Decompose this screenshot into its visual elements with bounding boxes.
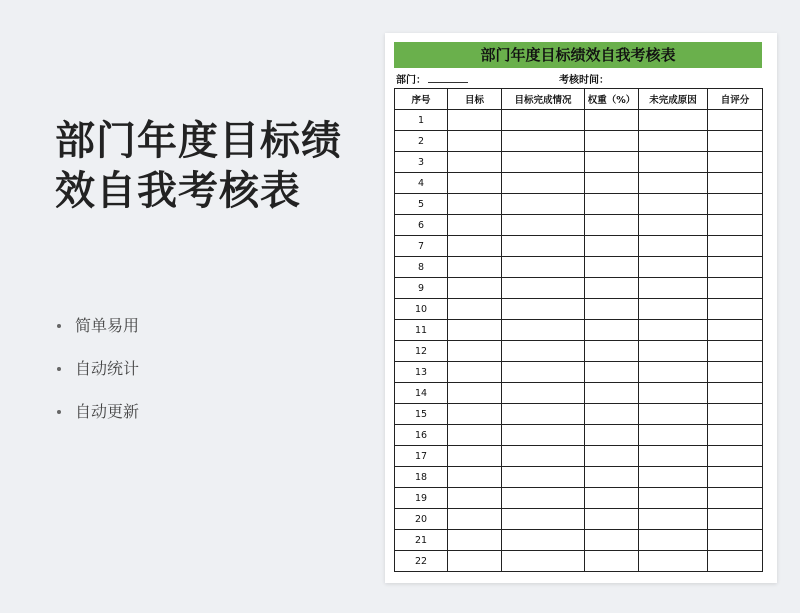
table-row — [395, 362, 763, 383]
table-cell[interactable] — [708, 299, 763, 320]
table-cell[interactable] — [502, 320, 585, 341]
bullet-icon — [57, 324, 61, 328]
table-cell[interactable] — [585, 383, 639, 404]
review-time-field — [559, 71, 609, 86]
table-cell[interactable] — [639, 152, 708, 173]
table-cell[interactable] — [448, 299, 502, 320]
table-cell[interactable] — [585, 509, 639, 530]
table-cell[interactable] — [448, 215, 502, 236]
row-number: 18 — [395, 467, 448, 488]
table-cell[interactable] — [639, 257, 708, 278]
table-cell[interactable] — [502, 110, 585, 131]
review-time-label: 考核时间： — [559, 75, 609, 86]
assessment-table — [394, 88, 763, 572]
table-cell[interactable] — [585, 467, 639, 488]
table-cell[interactable] — [708, 467, 763, 488]
table-cell[interactable] — [639, 467, 708, 488]
column-header: 未完成原因 — [639, 89, 708, 110]
table-cell[interactable] — [585, 425, 639, 446]
table-cell[interactable] — [708, 530, 763, 551]
table-header-row — [395, 89, 763, 110]
table-cell[interactable] — [708, 425, 763, 446]
table-row — [395, 110, 763, 131]
table-cell[interactable] — [448, 194, 502, 215]
table-cell[interactable] — [585, 194, 639, 215]
row-number: 20 — [395, 509, 448, 530]
table-cell[interactable] — [502, 215, 585, 236]
table-row — [395, 299, 763, 320]
table-row — [395, 530, 763, 551]
table-cell[interactable] — [448, 488, 502, 509]
table-cell[interactable] — [639, 278, 708, 299]
table-cell[interactable] — [448, 341, 502, 362]
table-cell[interactable] — [639, 110, 708, 131]
table-row — [395, 131, 763, 152]
table-row — [395, 215, 763, 236]
feature-item — [57, 398, 139, 441]
table-row — [395, 467, 763, 488]
table-row — [395, 425, 763, 446]
table-cell[interactable] — [502, 257, 585, 278]
table-cell[interactable] — [708, 236, 763, 257]
table-cell[interactable] — [585, 131, 639, 152]
table-cell[interactable] — [585, 530, 639, 551]
table-row — [395, 194, 763, 215]
table-row — [395, 383, 763, 404]
table-cell[interactable] — [585, 404, 639, 425]
row-number: 17 — [395, 446, 448, 467]
table-cell[interactable] — [585, 257, 639, 278]
table-cell[interactable] — [502, 194, 585, 215]
table-cell[interactable] — [639, 341, 708, 362]
table-cell[interactable] — [708, 320, 763, 341]
table-cell[interactable] — [639, 404, 708, 425]
table-cell[interactable] — [708, 488, 763, 509]
row-number: 15 — [395, 404, 448, 425]
table-cell[interactable] — [708, 341, 763, 362]
table-cell[interactable] — [502, 299, 585, 320]
table-cell[interactable] — [502, 383, 585, 404]
table-cell[interactable] — [448, 425, 502, 446]
feature-list — [57, 312, 139, 441]
table-cell[interactable] — [448, 257, 502, 278]
table-cell[interactable] — [585, 215, 639, 236]
table-cell[interactable] — [639, 215, 708, 236]
table-cell[interactable] — [639, 488, 708, 509]
table-row — [395, 320, 763, 341]
table-cell[interactable] — [585, 551, 639, 572]
department-field — [396, 71, 468, 86]
table-cell[interactable] — [708, 131, 763, 152]
bullet-icon — [57, 367, 61, 371]
table-row — [395, 509, 763, 530]
table-cell[interactable] — [585, 341, 639, 362]
table-cell[interactable] — [639, 530, 708, 551]
table-cell[interactable] — [502, 509, 585, 530]
table-cell[interactable] — [448, 446, 502, 467]
table-cell[interactable] — [448, 404, 502, 425]
table-cell[interactable] — [502, 488, 585, 509]
row-number: 22 — [395, 551, 448, 572]
table-cell[interactable] — [708, 257, 763, 278]
row-number: 8 — [395, 257, 448, 278]
table-cell[interactable] — [502, 404, 585, 425]
table-cell[interactable] — [639, 383, 708, 404]
table-cell[interactable] — [448, 236, 502, 257]
table-row — [395, 278, 763, 299]
table-cell[interactable] — [708, 551, 763, 572]
row-number: 7 — [395, 236, 448, 257]
table-cell[interactable] — [708, 446, 763, 467]
table-cell[interactable] — [502, 425, 585, 446]
row-number: 6 — [395, 215, 448, 236]
table-cell[interactable] — [708, 278, 763, 299]
sheet-title: 部门年度目标绩效自我考核表 — [394, 42, 762, 68]
feature-item — [57, 312, 139, 355]
spreadsheet-preview — [385, 33, 777, 583]
column-header: 目标 — [448, 89, 502, 110]
table-cell[interactable] — [708, 194, 763, 215]
column-header: 自评分 — [708, 89, 763, 110]
table-cell[interactable] — [448, 110, 502, 131]
table-cell[interactable] — [585, 362, 639, 383]
table-row — [395, 341, 763, 362]
table-cell[interactable] — [502, 236, 585, 257]
bullet-icon — [57, 410, 61, 414]
table-row — [395, 551, 763, 572]
row-number: 2 — [395, 131, 448, 152]
table-cell[interactable] — [502, 278, 585, 299]
row-number: 3 — [395, 152, 448, 173]
table-cell[interactable] — [708, 173, 763, 194]
column-header: 目标完成情况 — [502, 89, 585, 110]
row-number: 4 — [395, 173, 448, 194]
table-cell[interactable] — [502, 446, 585, 467]
feature-label: 自动更新 — [75, 402, 140, 421]
column-header: 权重（%） — [585, 89, 639, 110]
table-cell[interactable] — [585, 110, 639, 131]
table-cell[interactable] — [639, 131, 708, 152]
feature-item — [57, 355, 139, 398]
table-cell[interactable] — [708, 152, 763, 173]
row-number: 19 — [395, 488, 448, 509]
table-row — [395, 257, 763, 278]
table-cell[interactable] — [585, 446, 639, 467]
table-cell[interactable] — [585, 236, 639, 257]
table-cell[interactable] — [502, 341, 585, 362]
table-cell[interactable] — [448, 530, 502, 551]
table-cell[interactable] — [639, 446, 708, 467]
row-number: 12 — [395, 341, 448, 362]
row-number: 14 — [395, 383, 448, 404]
table-cell[interactable] — [708, 110, 763, 131]
table-cell[interactable] — [448, 383, 502, 404]
table-cell[interactable] — [585, 278, 639, 299]
table-cell[interactable] — [502, 551, 585, 572]
table-cell[interactable] — [448, 509, 502, 530]
table-cell[interactable] — [585, 299, 639, 320]
hero-title: 部门年度目标绩效自我考核表 — [55, 118, 342, 214]
table-cell[interactable] — [639, 320, 708, 341]
table-cell[interactable] — [585, 320, 639, 341]
table-cell[interactable] — [502, 467, 585, 488]
table-row — [395, 236, 763, 257]
table-cell[interactable] — [708, 404, 763, 425]
table-cell[interactable] — [502, 362, 585, 383]
row-number: 21 — [395, 530, 448, 551]
table-cell[interactable] — [639, 509, 708, 530]
table-cell[interactable] — [639, 551, 708, 572]
row-number: 11 — [395, 320, 448, 341]
table-cell[interactable] — [585, 152, 639, 173]
table-cell[interactable] — [639, 194, 708, 215]
feature-label: 简单易用 — [75, 316, 140, 335]
table-cell[interactable] — [448, 320, 502, 341]
table-cell[interactable] — [639, 362, 708, 383]
department-blank — [428, 73, 468, 83]
table-row — [395, 404, 763, 425]
table-row — [395, 446, 763, 467]
table-cell[interactable] — [502, 131, 585, 152]
table-cell[interactable] — [639, 173, 708, 194]
table-row — [395, 488, 763, 509]
table-cell[interactable] — [448, 278, 502, 299]
row-number: 5 — [395, 194, 448, 215]
table-cell[interactable] — [708, 362, 763, 383]
table-cell[interactable] — [585, 173, 639, 194]
table-cell[interactable] — [708, 509, 763, 530]
row-number: 13 — [395, 362, 448, 383]
row-number: 10 — [395, 299, 448, 320]
column-header: 序号 — [395, 89, 448, 110]
department-label: 部门： — [396, 75, 426, 86]
table-cell[interactable] — [448, 551, 502, 572]
table-cell[interactable] — [448, 131, 502, 152]
table-cell[interactable] — [448, 362, 502, 383]
table-cell[interactable] — [708, 383, 763, 404]
table-row — [395, 152, 763, 173]
row-number: 16 — [395, 425, 448, 446]
table-cell[interactable] — [639, 236, 708, 257]
table-cell[interactable] — [502, 530, 585, 551]
table-row — [395, 173, 763, 194]
table-cell[interactable] — [585, 488, 639, 509]
table-cell[interactable] — [639, 425, 708, 446]
table-cell[interactable] — [448, 173, 502, 194]
row-number: 1 — [395, 110, 448, 131]
table-cell[interactable] — [708, 215, 763, 236]
table-cell[interactable] — [639, 299, 708, 320]
table-cell[interactable] — [502, 173, 585, 194]
feature-label: 自动统计 — [75, 359, 140, 378]
row-number: 9 — [395, 278, 448, 299]
table-cell[interactable] — [502, 152, 585, 173]
table-cell[interactable] — [448, 152, 502, 173]
table-cell[interactable] — [448, 467, 502, 488]
